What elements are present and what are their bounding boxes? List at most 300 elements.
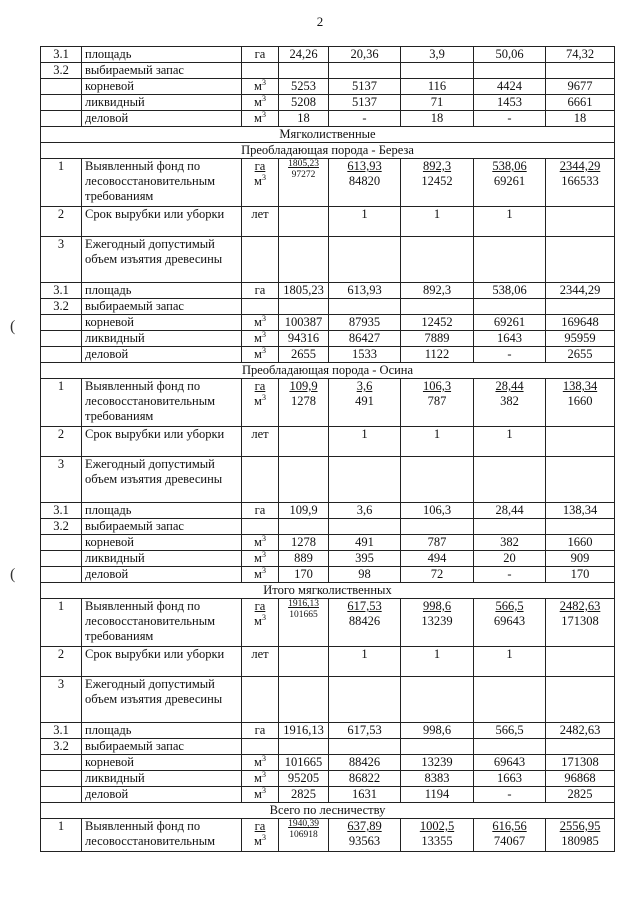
table-row <box>41 739 615 755</box>
value-cell <box>546 519 615 535</box>
value-cell: 2655 <box>546 347 615 363</box>
row-number: 3.2 <box>41 739 82 755</box>
value-cell: 13239 <box>401 755 474 771</box>
row-label: ликвидный <box>82 95 242 111</box>
value-cell: 116 <box>401 79 474 95</box>
value-cell <box>401 519 474 535</box>
value-cell <box>279 159 329 207</box>
value-cell: 8383 <box>401 771 474 787</box>
table-row <box>41 363 615 379</box>
value-cell: 494 <box>401 551 474 567</box>
value-cell: 138,34 <box>546 503 615 519</box>
row-label: площадь <box>82 723 242 739</box>
row-label: Срок вырубки или уборки <box>82 427 242 457</box>
row-label: ликвидный <box>82 331 242 347</box>
value-cell <box>546 647 615 677</box>
row-number: 3.2 <box>41 519 82 535</box>
value-cell: 1 <box>329 207 401 237</box>
unit-top: га <box>254 379 266 393</box>
value-cell <box>474 819 546 852</box>
value-top: 1916,13 <box>288 599 319 609</box>
value-cell <box>474 63 546 79</box>
unit-cell <box>242 207 279 237</box>
value-cell: 74,32 <box>546 47 615 63</box>
value-cell: 998,6 <box>401 723 474 739</box>
unit-top: га <box>254 819 266 833</box>
value-cell <box>329 63 401 79</box>
value-bottom: 69261 <box>493 174 526 188</box>
value-cell: 106,3 <box>401 503 474 519</box>
value-bottom: 88426 <box>348 614 381 628</box>
unit-cell <box>242 739 279 755</box>
unit-cell <box>242 819 279 852</box>
value-cell: 100387 <box>279 315 329 331</box>
value-cell: 1278 <box>279 535 329 551</box>
row-label: корневой <box>82 755 242 771</box>
value-cell <box>329 379 401 427</box>
row-number <box>41 535 82 551</box>
table-row <box>41 143 615 159</box>
unit-cell <box>242 787 279 803</box>
row-number <box>41 111 82 127</box>
value-cell: 1 <box>401 207 474 237</box>
value-cell <box>401 457 474 503</box>
row-label: Выявленный фонд по лесовосстановительным требованиям <box>82 599 242 647</box>
row-label: площадь <box>82 47 242 63</box>
row-number <box>41 347 82 363</box>
unit-base: м <box>254 567 262 581</box>
row-label: Ежегодный допустимый объем изъятия древесины <box>82 237 242 283</box>
value-top: 109,9 <box>289 379 318 393</box>
value-cell: 3,9 <box>401 47 474 63</box>
value-cell: 1643 <box>474 331 546 347</box>
value-cell: 2344,29 <box>546 283 615 299</box>
unit-exponent: 3 <box>261 550 266 559</box>
table-row <box>41 723 615 739</box>
table-row <box>41 677 615 723</box>
row-label: площадь <box>82 283 242 299</box>
value-top: 998,6 <box>422 599 452 613</box>
value-cell: 9677 <box>546 79 615 95</box>
value-top: 106,3 <box>422 379 452 393</box>
row-number: 3.1 <box>41 283 82 299</box>
value-cell: 7889 <box>401 331 474 347</box>
unit-cell <box>242 379 279 427</box>
table-row <box>41 803 615 819</box>
unit-base: м <box>254 79 262 93</box>
row-number: 1 <box>41 599 82 647</box>
value-cell: 4424 <box>474 79 546 95</box>
value-cell: 1533 <box>329 347 401 363</box>
value-cell <box>474 457 546 503</box>
value-bottom: 84820 <box>348 174 381 188</box>
unit-bottom <box>245 174 275 189</box>
table-row <box>41 237 615 283</box>
value-cell: 1631 <box>329 787 401 803</box>
table-row <box>41 207 615 237</box>
value-top: 1805,23 <box>288 159 319 169</box>
value-cell <box>279 379 329 427</box>
row-label: деловой <box>82 567 242 583</box>
table-row <box>41 819 615 852</box>
value-cell: 94316 <box>279 331 329 347</box>
unit-cell <box>242 677 279 723</box>
value-bottom: 491 <box>355 394 374 408</box>
value-cell: - <box>474 567 546 583</box>
value-cell: 86822 <box>329 771 401 787</box>
table-row <box>41 551 615 567</box>
unit-base: м <box>254 755 262 769</box>
row-number: 2 <box>41 647 82 677</box>
value-cell <box>279 237 329 283</box>
table-row <box>41 63 615 79</box>
unit-base: лет <box>251 647 269 661</box>
section-heading: Мягколиственные <box>41 127 615 143</box>
value-cell <box>401 237 474 283</box>
row-number: 3.1 <box>41 723 82 739</box>
value-cell: 18 <box>279 111 329 127</box>
value-cell <box>279 739 329 755</box>
table-row <box>41 535 615 551</box>
row-label: корневой <box>82 315 242 331</box>
value-cell <box>546 207 615 237</box>
value-cell <box>329 819 401 852</box>
value-cell <box>546 427 615 457</box>
value-cell <box>329 237 401 283</box>
unit-cell <box>242 567 279 583</box>
unit-cell <box>242 299 279 315</box>
value-cell: 72 <box>401 567 474 583</box>
row-number <box>41 95 82 111</box>
row-label: деловой <box>82 787 242 803</box>
value-cell: 2655 <box>279 347 329 363</box>
unit-base: м <box>254 95 262 109</box>
value-cell: 1660 <box>546 535 615 551</box>
unit-cell <box>242 315 279 331</box>
value-cell <box>546 677 615 723</box>
value-bottom: 101665 <box>289 610 318 620</box>
table-row <box>41 127 615 143</box>
value-top: 613,93 <box>347 159 382 173</box>
row-number <box>41 79 82 95</box>
unit-base: лет <box>251 427 269 441</box>
value-cell <box>401 63 474 79</box>
value-cell: 613,93 <box>329 283 401 299</box>
value-cell <box>546 379 615 427</box>
unit-cell <box>242 457 279 503</box>
unit-exponent: 3 <box>261 832 266 842</box>
value-top: 3,6 <box>356 379 373 393</box>
unit-base: м <box>254 614 262 628</box>
unit-base: м <box>254 111 262 125</box>
row-number: 3 <box>41 237 82 283</box>
unit-exponent: 3 <box>261 110 266 119</box>
table-row <box>41 95 615 111</box>
unit-bottom <box>245 614 275 629</box>
table-row <box>41 787 615 803</box>
table-row <box>41 457 615 503</box>
row-number <box>41 771 82 787</box>
value-cell <box>401 299 474 315</box>
value-top: 2344,29 <box>559 159 601 173</box>
value-cell <box>279 599 329 647</box>
unit-cell <box>242 79 279 95</box>
table-row <box>41 47 615 63</box>
table-row <box>41 427 615 457</box>
value-bottom: 180985 <box>561 834 599 848</box>
unit-base: м <box>254 331 262 345</box>
unit-bottom <box>245 394 275 409</box>
row-label: выбираемый запас <box>82 519 242 535</box>
unit-base: м <box>254 551 262 565</box>
value-cell <box>329 457 401 503</box>
value-cell: 2482,63 <box>546 723 615 739</box>
value-cell: 1 <box>474 647 546 677</box>
value-bottom: 97272 <box>291 170 316 180</box>
unit-cell <box>242 551 279 567</box>
table-row <box>41 379 615 427</box>
value-cell: 71 <box>401 95 474 111</box>
unit-base: га <box>254 723 266 737</box>
table-row <box>41 503 615 519</box>
table-row <box>41 599 615 647</box>
value-cell: 12452 <box>401 315 474 331</box>
unit-cell <box>242 427 279 457</box>
value-cell: 95959 <box>546 331 615 347</box>
table-row <box>41 755 615 771</box>
table-row <box>41 519 615 535</box>
value-cell <box>401 677 474 723</box>
value-cell <box>401 819 474 852</box>
row-label: корневой <box>82 535 242 551</box>
value-cell: 95205 <box>279 771 329 787</box>
value-bottom: 787 <box>427 394 447 408</box>
unit-cell <box>242 237 279 283</box>
value-cell <box>329 299 401 315</box>
value-cell <box>401 599 474 647</box>
value-cell: 87935 <box>329 315 401 331</box>
table-row <box>41 159 615 207</box>
value-cell: 88426 <box>329 755 401 771</box>
unit-cell <box>242 63 279 79</box>
value-cell: 1 <box>329 647 401 677</box>
unit-top: га <box>254 599 266 613</box>
value-cell: 1453 <box>474 95 546 111</box>
value-cell: 3,6 <box>329 503 401 519</box>
value-cell <box>546 159 615 207</box>
value-cell: 566,5 <box>474 723 546 739</box>
row-label: ликвидный <box>82 551 242 567</box>
row-number <box>41 551 82 567</box>
value-cell <box>474 379 546 427</box>
row-number: 3.1 <box>41 47 82 63</box>
value-cell: 2825 <box>546 787 615 803</box>
value-cell: 101665 <box>279 755 329 771</box>
unit-base: га <box>254 283 266 297</box>
unit-exponent: 3 <box>261 534 266 543</box>
row-number <box>41 567 82 583</box>
row-label: Выявленный фонд по лесовосстановительным требованиям <box>82 159 242 207</box>
value-cell: 18 <box>401 111 474 127</box>
value-cell: 86427 <box>329 331 401 347</box>
row-label: Ежегодный допустимый объем изъятия древесины <box>82 677 242 723</box>
value-top: 2556,95 <box>559 819 601 833</box>
table-row <box>41 331 615 347</box>
value-cell <box>474 677 546 723</box>
value-cell <box>401 379 474 427</box>
unit-cell <box>242 347 279 363</box>
value-cell: 98 <box>329 567 401 583</box>
value-cell <box>279 677 329 723</box>
value-bottom: 69643 <box>493 614 526 628</box>
unit-exponent: 3 <box>261 314 266 323</box>
unit-base: м <box>254 174 262 188</box>
row-label: ликвидный <box>82 771 242 787</box>
value-cell: 617,53 <box>329 723 401 739</box>
value-cell: - <box>329 111 401 127</box>
value-cell: 538,06 <box>474 283 546 299</box>
value-bottom: 166533 <box>561 174 599 188</box>
unit-cell <box>242 755 279 771</box>
value-cell: 1 <box>329 427 401 457</box>
unit-cell <box>242 331 279 347</box>
value-cell: - <box>474 787 546 803</box>
value-cell: 171308 <box>546 755 615 771</box>
value-top: 2482,63 <box>559 599 601 613</box>
value-cell <box>474 299 546 315</box>
row-label: Срок вырубки или уборки <box>82 207 242 237</box>
value-top: 1002,5 <box>419 819 455 833</box>
value-cell <box>279 63 329 79</box>
table-row <box>41 315 615 331</box>
value-cell <box>279 457 329 503</box>
margin-mark: ( <box>10 566 16 583</box>
value-cell: 1663 <box>474 771 546 787</box>
value-top: 138,34 <box>562 379 598 393</box>
row-number: 1 <box>41 159 82 207</box>
value-bottom: 93563 <box>348 834 381 848</box>
unit-exponent: 3 <box>261 754 266 763</box>
unit-cell <box>242 503 279 519</box>
unit-exponent: 3 <box>261 94 266 103</box>
value-cell: 909 <box>546 551 615 567</box>
value-cell <box>401 159 474 207</box>
section-heading: Всего по лесничеству <box>41 803 615 819</box>
value-cell <box>546 299 615 315</box>
value-top: 28,44 <box>495 379 524 393</box>
value-cell <box>279 519 329 535</box>
value-cell: 96868 <box>546 771 615 787</box>
unit-cell <box>242 723 279 739</box>
value-cell: 491 <box>329 535 401 551</box>
value-cell: 892,3 <box>401 283 474 299</box>
table-row <box>41 299 615 315</box>
value-bottom: 13355 <box>421 834 453 848</box>
value-cell: 20 <box>474 551 546 567</box>
value-bottom: 171308 <box>561 614 599 628</box>
value-cell: 1805,23 <box>279 283 329 299</box>
value-top: 892,3 <box>422 159 452 173</box>
value-cell <box>329 739 401 755</box>
value-cell <box>474 739 546 755</box>
unit-exponent: 3 <box>261 78 266 87</box>
value-cell: 382 <box>474 535 546 551</box>
value-cell: 18 <box>546 111 615 127</box>
row-number: 3.1 <box>41 503 82 519</box>
unit-cell <box>242 771 279 787</box>
row-number: 1 <box>41 819 82 852</box>
section-heading: Преобладающая порода - Береза <box>41 143 615 159</box>
value-cell: 169648 <box>546 315 615 331</box>
value-cell <box>329 519 401 535</box>
value-cell: 889 <box>279 551 329 567</box>
value-cell: 1 <box>474 427 546 457</box>
value-cell <box>474 237 546 283</box>
value-cell: 787 <box>401 535 474 551</box>
value-cell: 50,06 <box>474 47 546 63</box>
value-cell <box>329 159 401 207</box>
value-cell: 170 <box>546 567 615 583</box>
value-bottom: 12452 <box>421 174 453 188</box>
row-label: выбираемый запас <box>82 739 242 755</box>
row-number: 2 <box>41 427 82 457</box>
unit-cell <box>242 47 279 63</box>
table-row <box>41 283 615 299</box>
value-cell <box>546 819 615 852</box>
unit-base: лет <box>251 207 269 221</box>
row-number: 3 <box>41 457 82 503</box>
value-cell: 5253 <box>279 79 329 95</box>
value-bottom: 382 <box>500 394 519 408</box>
margin-mark: ( <box>10 318 16 335</box>
row-label: Выявленный фонд по лесовосстановительным <box>82 819 242 852</box>
row-number: 3 <box>41 677 82 723</box>
row-number: 2 <box>41 207 82 237</box>
value-cell <box>546 237 615 283</box>
row-label: корневой <box>82 79 242 95</box>
value-cell: 5137 <box>329 79 401 95</box>
unit-exponent: 3 <box>261 566 266 575</box>
unit-exponent: 3 <box>261 330 266 339</box>
unit-cell <box>242 95 279 111</box>
value-cell: 1194 <box>401 787 474 803</box>
table-row <box>41 583 615 599</box>
unit-exponent: 3 <box>261 346 266 355</box>
unit-exponent: 3 <box>261 770 266 779</box>
value-top: 1940,39 <box>288 819 319 829</box>
unit-cell <box>242 535 279 551</box>
row-label: Выявленный фонд по лесовосстановительным требованиям <box>82 379 242 427</box>
value-cell: 20,36 <box>329 47 401 63</box>
value-cell: 2825 <box>279 787 329 803</box>
row-label: деловой <box>82 347 242 363</box>
unit-base: м <box>254 771 262 785</box>
section-heading: Итого мягколиственных <box>41 583 615 599</box>
value-cell <box>401 739 474 755</box>
value-cell <box>329 599 401 647</box>
unit-cell <box>242 159 279 207</box>
value-cell: 69261 <box>474 315 546 331</box>
value-cell: 1 <box>401 427 474 457</box>
value-cell <box>279 647 329 677</box>
row-label: выбираемый запас <box>82 63 242 79</box>
unit-exponent: 3 <box>261 172 266 182</box>
row-label: деловой <box>82 111 242 127</box>
table-row <box>41 771 615 787</box>
section-heading: Преобладающая порода - Осина <box>41 363 615 379</box>
unit-bottom <box>245 834 275 849</box>
row-number <box>41 331 82 347</box>
